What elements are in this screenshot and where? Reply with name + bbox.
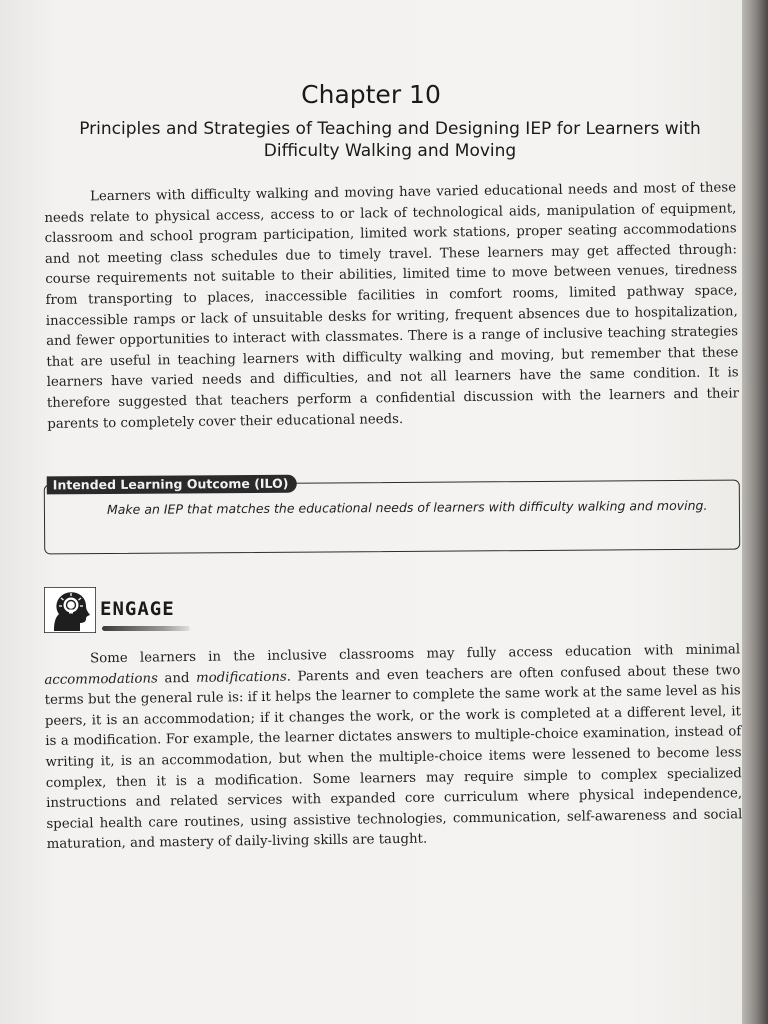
book-spine: [742, 0, 768, 1024]
engage-underline: [102, 626, 190, 631]
intro-paragraph: [44, 178, 739, 435]
chapter-title: Chapter 10: [301, 80, 441, 109]
engage-label: ENGAGE: [100, 598, 175, 620]
term-modifications: modifications: [196, 669, 287, 686]
intro-text: Learners with difficulty walking and moving have varied educational needs and most of these needs relate to physical access, access to or lack of technological aids, manipulation of equipment, classroom and school program participation, limited work stations, proper seating accommodations and not meeting class schedules due to timely travel. These learners may get affected through: course requirements not suitable to their abilities, limited time to move between venues, tiredness from transporting to places, inaccessible facilities in comfort rooms, limited pathway space, inaccessible ramps or lack of unsuitable desks for writing, frequent absences due to hospitalization, and fewer opportunities to interact with classmates. There is a range of inclusive teaching strategies that are useful in teaching learners with difficulty walking and moving, but remember that these learners have varied needs and difficulties, and not all learners have the same condition. It is therefore suggested that teachers perform a confidential discussion with the learners and their parents to completely cover their educational needs.: [44, 180, 740, 432]
engage-connector: and: [157, 670, 197, 687]
engage-paragraph: [44, 640, 742, 856]
ilo-box: [44, 475, 740, 555]
chapter-subtitle: Principles and Strategies of Teaching and Designing IEP for Learners with Difficulty Walking and Moving: [79, 119, 701, 161]
term-accommodations: accommodations: [44, 671, 158, 688]
engage-text-rest: . Parents and even teachers are often confused about these two terms but the general rule is: if it helps the learner to complete the same work at the same level as his peers, it is an accommodation; if it changes the work, or the work is completed at a different level, it is a modification. For example, the learner dictates answers to multiple-choice examination, instead of writing it, is an accommodation, but when the multiple-choice items were lessened to become less complex, then it is a modification. Some learners may require simple to complex specialized instructions and related services with expanded core curriculum where physical independence, special health care routines, using assistive technologies, communication, self-awareness and social maturation, and mastery of daily-living skills are taught.: [44, 662, 742, 853]
ilo-text: Make an IEP that matches the educational needs of learners with difficulty walking and moving.: [106, 497, 708, 517]
engage-text-start: Some learners in the inclusive classrooms may fully access education with minimal: [90, 642, 741, 667]
ilo-label: Intended Learning Outcome (ILO): [47, 475, 297, 495]
head-lightbulb-icon: [44, 587, 96, 633]
